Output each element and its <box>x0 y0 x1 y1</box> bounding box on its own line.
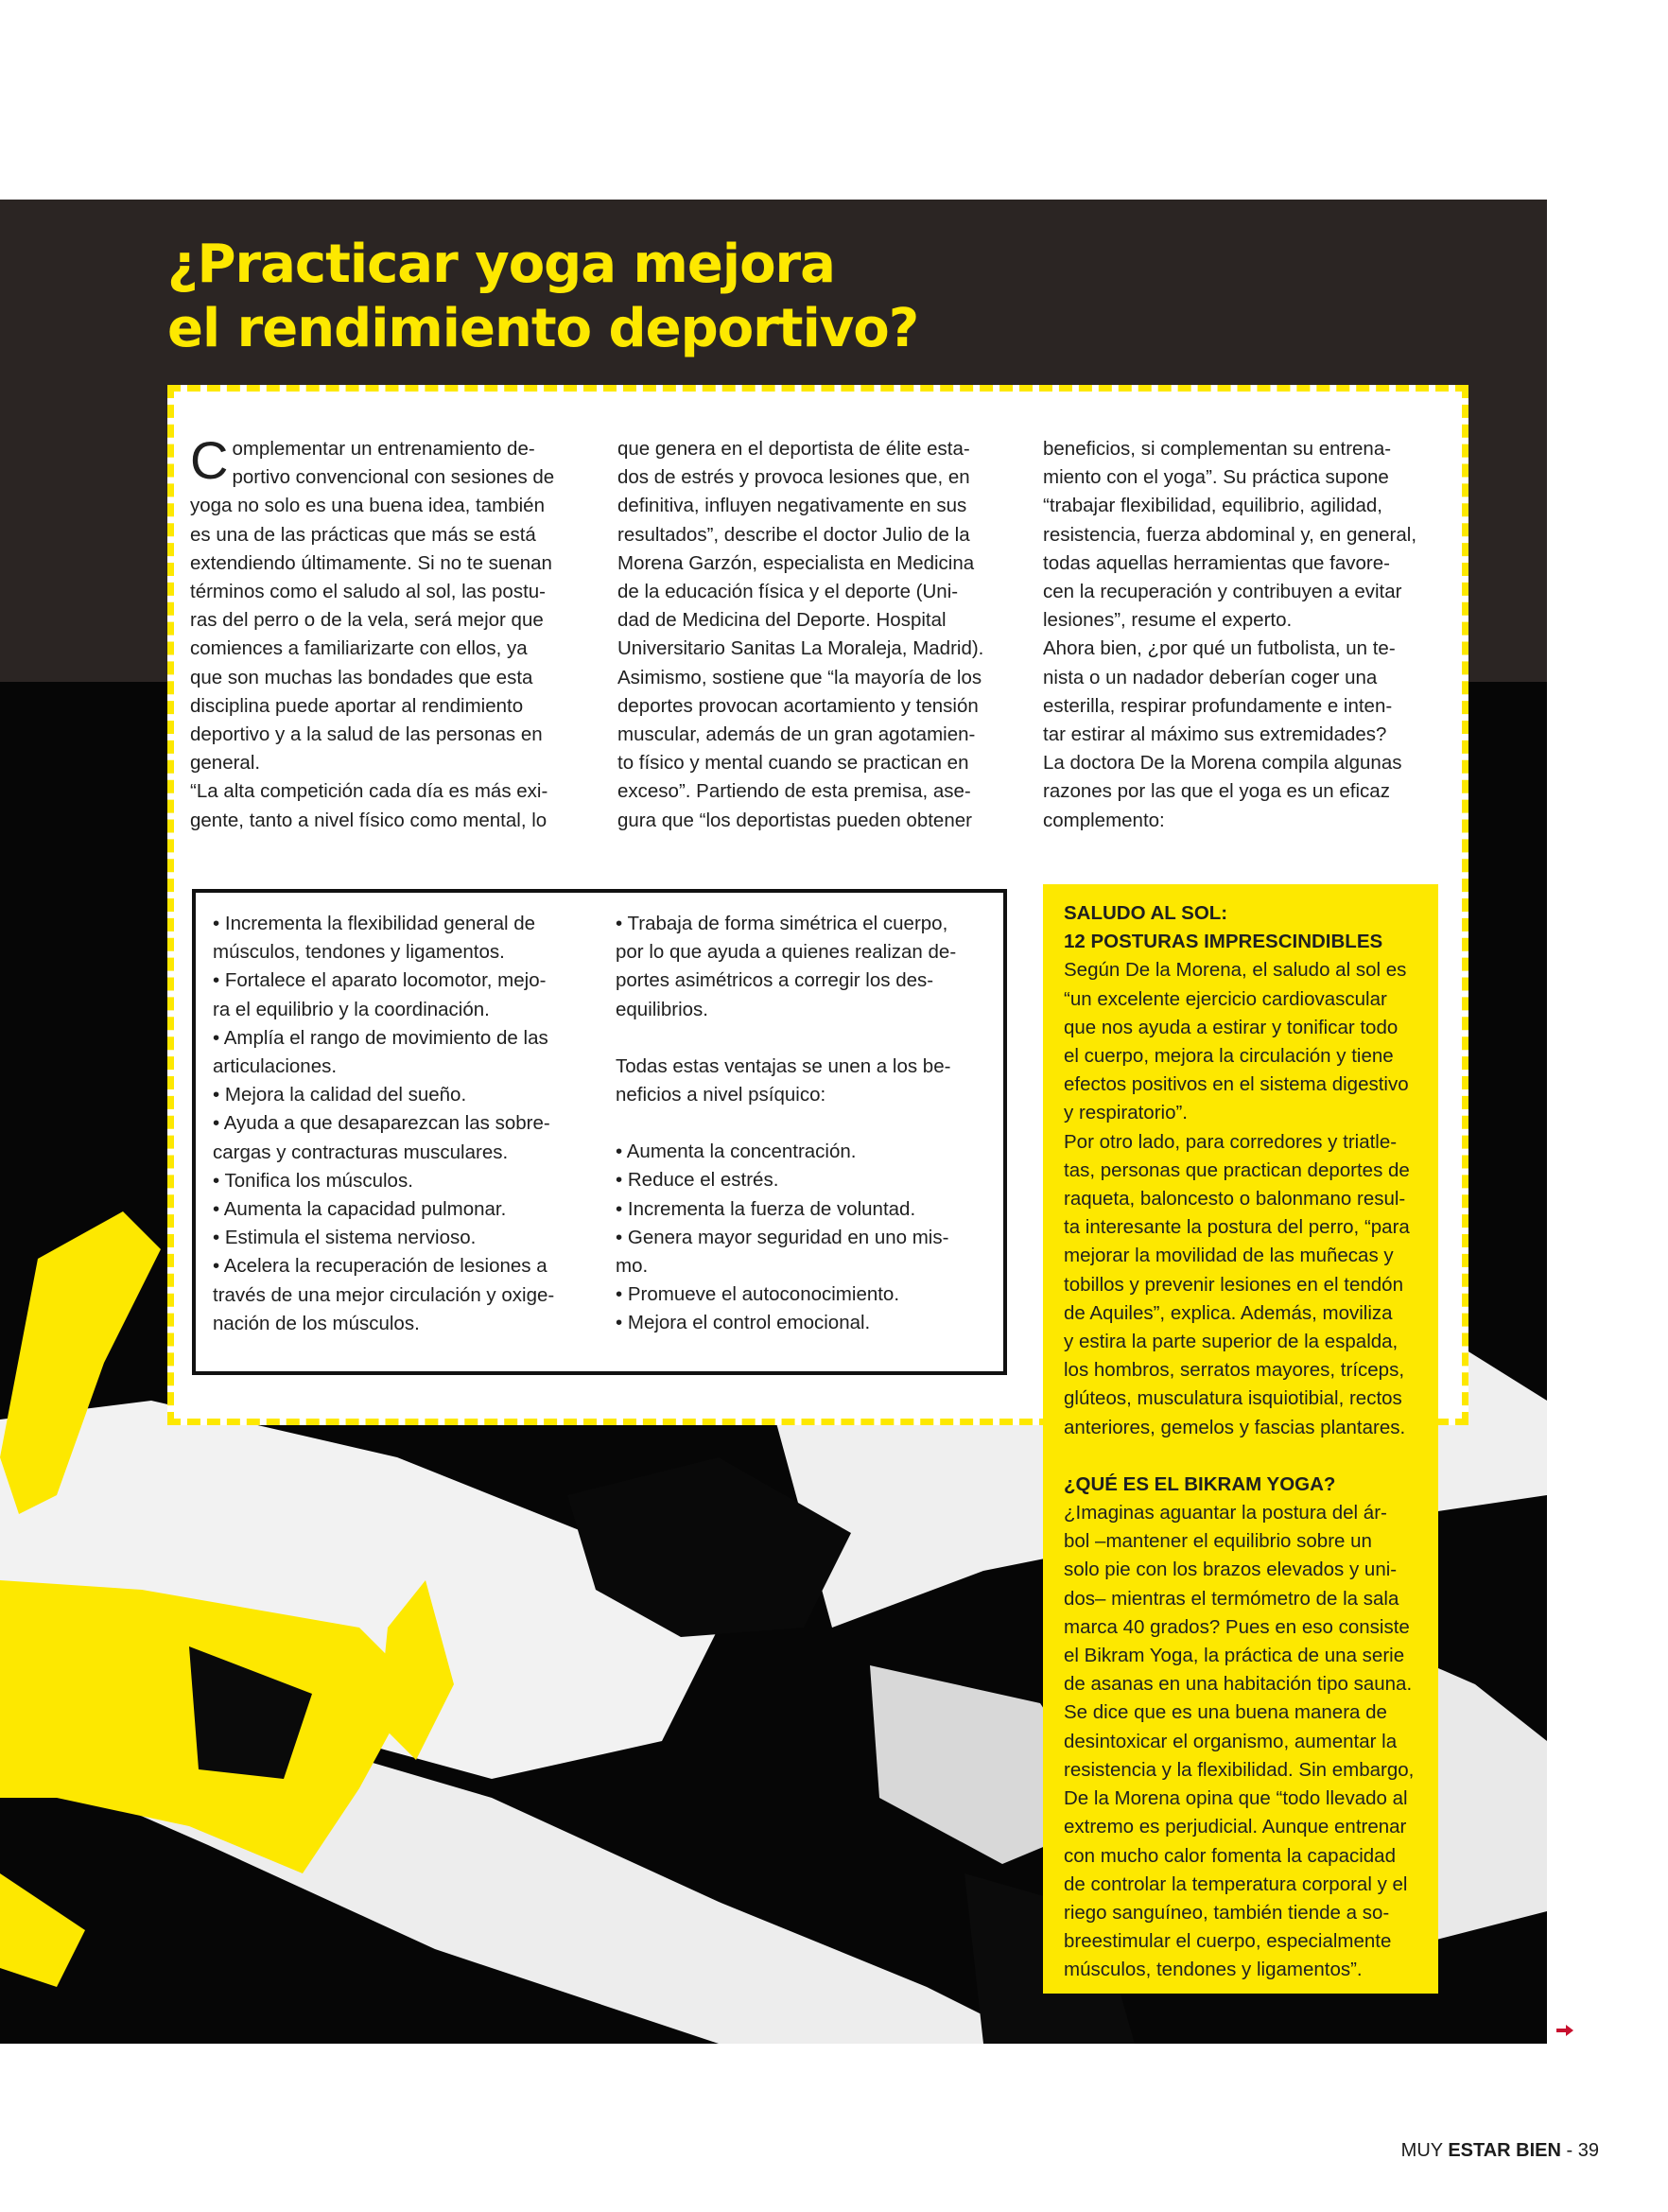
text-line: de la educación física y el deporte (Uni- <box>617 581 959 603</box>
text-line: dos de estrés y provoca lesiones que, en <box>617 466 970 489</box>
text-line: esterilla, respirar profundamente e inten- <box>1043 694 1393 717</box>
text-line: “trabajar flexibilidad, equilibrio, agilidad, <box>1043 495 1382 517</box>
list-item: • Aumenta la concentración. <box>616 1141 857 1163</box>
text-line: el Bikram Yoga, la práctica de una serie <box>1064 1645 1405 1667</box>
text-line: de asanas en una habitación tipo sauna. <box>1064 1673 1413 1696</box>
text-line: Universitario Sanitas La Moraleja, Madrid). <box>617 637 984 660</box>
sidebar-body-bikram <box>1064 1499 1419 1984</box>
intro-column-2 <box>617 435 1005 835</box>
text-line: mejorar la movilidad de las muñecas y <box>1064 1245 1394 1267</box>
text-line: riego sanguíneo, también tiende a so- <box>1064 1901 1390 1924</box>
text-line: resistencia y la flexibilidad. Sin embargo, <box>1064 1758 1415 1781</box>
text-line: y estira la parte superior de la espalda, <box>1064 1331 1399 1353</box>
text-line: anteriores, gemelos y fascias plantares. <box>1064 1416 1406 1438</box>
text-line: beneficios, si complementan su entrena- <box>1043 438 1392 460</box>
text-line: complemento: <box>1043 809 1165 831</box>
text-line: Se dice que es una buena manera de <box>1064 1701 1387 1724</box>
list-item: • Amplía el rango de movimiento de las <box>213 1026 548 1049</box>
page-title <box>167 233 918 361</box>
text-line: razones por las que el yoga es un eficaz <box>1043 780 1390 803</box>
list-item: articulaciones. <box>213 1055 338 1078</box>
list-item: • Promueve el autoconocimiento. <box>616 1283 900 1306</box>
text-line: comiences a familiarizarte con ellos, ya <box>190 637 528 660</box>
list-item: cargas y contracturas musculares. <box>213 1141 509 1163</box>
text-line: es una de las prácticas que más se está <box>190 523 536 546</box>
page-number: - 39 <box>1566 2140 1599 2161</box>
intro-column-3 <box>1043 435 1440 835</box>
text-line: deportivo y a la salud de las personas en <box>190 723 543 746</box>
list-item: través de una mejor circulación y oxige- <box>213 1283 555 1306</box>
text-line: dad de Medicina del Deporte. Hospital <box>617 609 947 632</box>
benefits-list-right <box>616 910 984 1338</box>
text-line: Por otro lado, para corredores y triatle- <box>1064 1130 1398 1153</box>
text-line: deportes provocan acortamiento y tensión <box>617 694 979 717</box>
page-folio <box>1401 2140 1599 2162</box>
list-item: • Incrementa la flexibilidad general de <box>213 913 536 934</box>
text-line: cen la recuperación y contribuyen a evitar <box>1043 581 1402 603</box>
text-line: ¿Imaginas aguantar la postura del ár- <box>1064 1502 1387 1524</box>
sidebar-body-saludo <box>1064 956 1419 1441</box>
list-item: • Reduce el estrés. <box>616 1169 779 1192</box>
list-item: • Tonifica los músculos. <box>213 1169 413 1192</box>
intro-column-1 <box>190 430 578 835</box>
text-line: con mucho calor fomenta la capacidad <box>1064 1844 1396 1867</box>
text-line: extendiendo últimamente. Si no te suenan <box>190 551 552 574</box>
text-line: Ahora bien, ¿por qué un futbolista, un te- <box>1043 637 1396 660</box>
list-item: ra el equilibrio y la coordinación. <box>213 998 490 1020</box>
continue-arrow-icon <box>1556 2024 1573 2037</box>
text-line: gente, tanto a nivel físico como mental, lo <box>190 809 547 831</box>
text-line: bol –mantener el equilibrio sobre un <box>1064 1530 1372 1553</box>
text-line: el cuerpo, mejora la circulación y tiene <box>1064 1045 1394 1068</box>
list-item: • Genera mayor seguridad en uno mis- <box>616 1226 949 1248</box>
text-line: muscular, además de un gran agotamien- <box>617 723 976 746</box>
text-line: términos como el saludo al sol, las postu- <box>190 581 547 603</box>
text-line: de Aquiles”, explica. Además, moviliza <box>1064 1301 1393 1324</box>
text-line: tas, personas que practican deportes de <box>1064 1158 1410 1181</box>
list-item: • Ayuda a que desaparezcan las sobre- <box>213 1112 550 1135</box>
title-line-2: el rendimiento deportivo? <box>167 298 919 359</box>
text-line: solo pie con los brazos elevados y uni- <box>1064 1559 1398 1581</box>
text-line: marca 40 grados? Pues en eso consiste <box>1064 1615 1410 1638</box>
text-line: exceso”. Partiendo de esta premisa, ase- <box>617 780 971 803</box>
list-item: • Fortalece el aparato locomotor, mejo- <box>213 969 547 992</box>
text-line: los hombros, serratos mayores, tríceps, <box>1064 1359 1405 1382</box>
list-item: nación de los músculos. <box>213 1312 420 1334</box>
text-line: dos– mientras el termómetro de la sala <box>1064 1587 1399 1610</box>
text-line: Asimismo, sostiene que “la mayoría de los <box>617 666 982 688</box>
text-line: lesiones”, resume el experto. <box>1043 609 1293 632</box>
text-line: gura que “los deportistas pueden obtener <box>617 809 972 831</box>
text-line: resultados”, describe el doctor Julio de la <box>617 523 970 546</box>
text-line: extremo es perjudicial. Aunque entrenar <box>1064 1816 1407 1838</box>
sidebar-heading-saludo: SALUDO AL SOL: 12 POSTURAS IMPRESCINDIBLES <box>1064 902 1383 953</box>
text-line: resistencia, fuerza abdominal y, en general, <box>1043 523 1417 546</box>
intro-column-2-text <box>617 435 1005 835</box>
list-item: • Mejora el control emocional. <box>616 1312 871 1334</box>
list-item: mo. <box>616 1255 649 1278</box>
list-item: • Incrementa la fuerza de voluntad. <box>616 1197 916 1220</box>
text-line: Todas estas ventajas se unen a los be- <box>616 1054 951 1077</box>
text-line: miento con el yoga”. Su práctica supone <box>1043 466 1389 489</box>
text-line: definitiva, influyen negativamente en sus <box>617 495 967 517</box>
text-line: raqueta, baloncesto o balonmano resul- <box>1064 1188 1406 1211</box>
text-line: omplementar un entrenamiento de- <box>232 438 535 460</box>
text-line: breestimular el cuerpo, especialmente <box>1064 1930 1392 1953</box>
drop-cap: C <box>190 430 229 490</box>
text-line: efectos positivos en el sistema digestivo <box>1064 1073 1409 1096</box>
text-line: Según De la Morena, el saludo al sol es <box>1064 959 1407 982</box>
text-line: “La alta competición cada día es más exi- <box>190 780 548 803</box>
text-line: que son muchas las bondades que esta <box>190 666 533 688</box>
text-line: y respiratorio”. <box>1064 1102 1189 1124</box>
list-item: músculos, tendones y ligamentos. <box>213 941 505 964</box>
sidebar-box <box>1043 884 1438 1994</box>
text-line: Morena Garzón, especialista en Medicina <box>617 551 975 574</box>
text-line: de controlar la temperatura corporal y el <box>1064 1872 1408 1895</box>
text-line: tobillos y prevenir lesiones en el tendón <box>1064 1273 1403 1296</box>
text-line: yoga no solo es una buena idea, también <box>190 495 545 517</box>
list-item: • Acelera la recuperación de lesiones a <box>213 1255 547 1278</box>
text-line: que nos ayuda a estirar y tonificar todo <box>1064 1016 1399 1038</box>
text-line: “un excelente ejercicio cardiovascular <box>1064 987 1387 1010</box>
list-item: portes asimétricos a corregir los des- <box>616 969 934 992</box>
text-line: ras del perro o de la vela, será mejor que <box>190 609 544 632</box>
text-line: desintoxicar el organismo, aumentar la <box>1064 1730 1398 1752</box>
text-line: todas aquellas herramientas que favore- <box>1043 551 1390 574</box>
text-line: La doctora De la Morena compila algunas <box>1043 752 1402 775</box>
text-line: general. <box>190 752 261 775</box>
text-line: nista o un nadador deberían coger una <box>1043 666 1378 688</box>
benefits-list-physical <box>213 910 582 1338</box>
list-item: • Mejora la calidad del sueño. <box>213 1084 467 1106</box>
list-item: equilibrios. <box>616 998 708 1020</box>
text-line: disciplina puede aportar al rendimiento <box>190 694 524 717</box>
text-line: músculos, tendones y ligamentos”. <box>1064 1959 1363 1981</box>
text-line: tar estirar al máximo sus extremidades? <box>1043 723 1387 746</box>
text-line: De la Morena opina que “todo llevado al <box>1064 1787 1408 1810</box>
text-line: glúteos, musculatura isquiotibial, rectos <box>1064 1387 1402 1410</box>
intro-column-3-text <box>1043 435 1440 835</box>
intro-column-1-text <box>190 430 578 835</box>
list-item: • Estimula el sistema nervioso. <box>213 1227 477 1249</box>
list-item: • Trabaja de forma simétrica el cuerpo, <box>616 913 948 934</box>
text-line: to físico y mental cuando se practican en <box>617 752 969 775</box>
text-line: portivo convencional con sesiones de <box>232 466 555 489</box>
text-line: que genera en el deportista de élite esta- <box>617 438 970 460</box>
text-line: neficios a nivel psíquico: <box>616 1084 826 1106</box>
brand-light: MUY <box>1400 2140 1443 2161</box>
sidebar-heading-bikram: ¿QUÉ ES EL BIKRAM YOGA? <box>1064 1472 1336 1495</box>
text-line: ta interesante la postura del perro, “para <box>1064 1216 1410 1239</box>
brand-bold: ESTAR BIEN <box>1448 2140 1561 2161</box>
title-line-1: ¿Practicar yoga mejora <box>167 234 835 295</box>
list-item: por lo que ayuda a quienes realizan de- <box>616 941 957 964</box>
list-item: • Aumenta la capacidad pulmonar. <box>213 1198 507 1221</box>
